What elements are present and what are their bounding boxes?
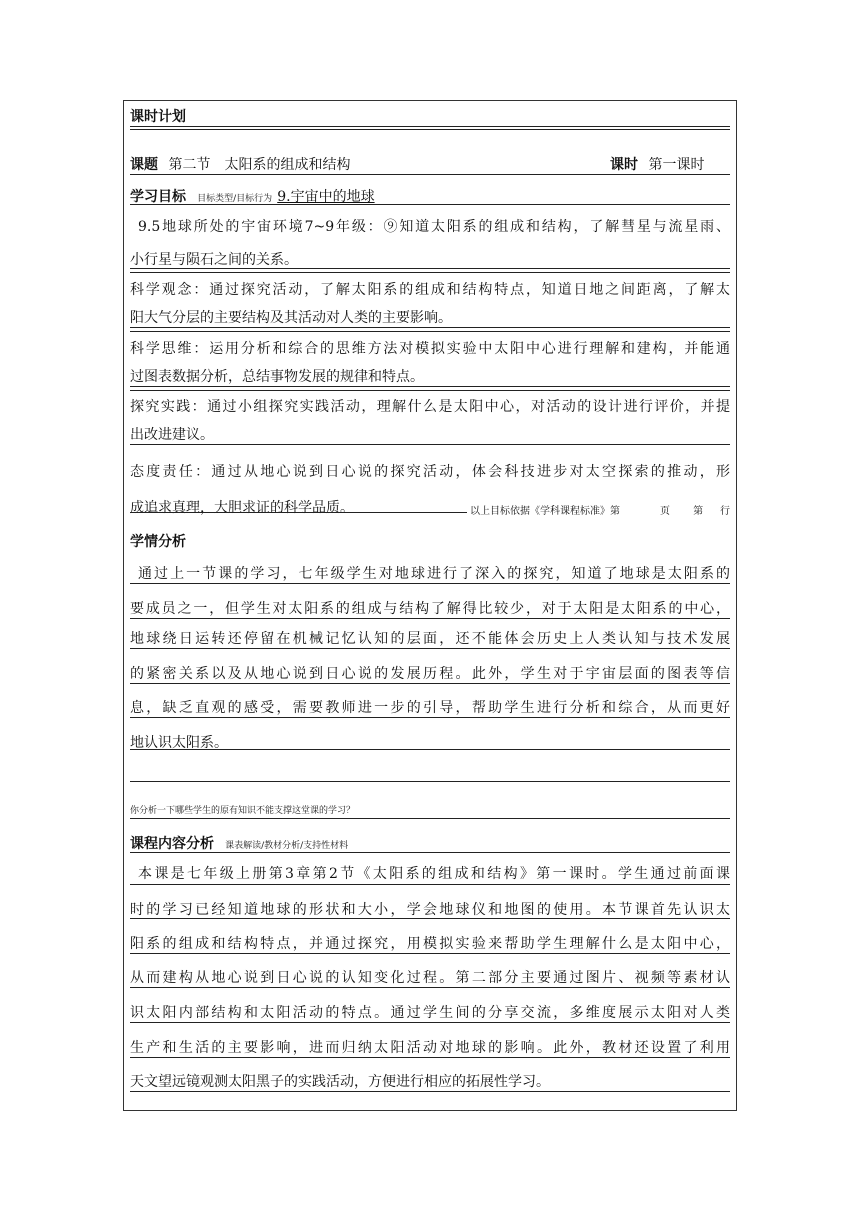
content-line: 天文望远镜观测太阳黑子的实践活动，方便进行相应的拓展性学习。 xyxy=(130,1074,550,1090)
divider xyxy=(130,953,730,954)
divider xyxy=(130,1022,730,1023)
learner-line: 息，缺乏直观的感受，需要教师进一步的引导，帮助学生进行分析和综合，从而更好 xyxy=(130,700,730,716)
divider xyxy=(130,818,730,819)
content-line: 生产和生活的主要影响，进而归纳太阳活动对地球的影响。此外，教材还设置了利用 xyxy=(130,1040,730,1056)
page-title: 课时计划 xyxy=(130,109,186,125)
standard-line: 小行星与陨石之间的关系。 xyxy=(130,252,298,268)
divider xyxy=(130,717,730,718)
learner-heading: 学情分析 xyxy=(130,534,186,550)
content-line: 阳系的组成和结构特点，并通过探究，用模拟实验来帮助学生理解什么是太阳中心， xyxy=(130,936,730,952)
learner-line: 通过上一节课的学习，七年级学生对地球进行了深入的探究，知道了地球是太阳系的 xyxy=(138,566,730,582)
content-line: 本课是七年级上册第3章第2节《太阳系的组成和结构》第一课时。学生通过前面课 xyxy=(138,866,730,882)
concept-line: 阳大气分层的主要结构及其活动对人类的主要影响。 xyxy=(130,310,452,326)
divider xyxy=(130,618,730,619)
objectives-sub-label: 目标类型/目标行为 xyxy=(197,194,273,204)
attitude-line: 态度责任：通过从地心说到日心说的探究活动，体会科技进步对太空探索的推动，形 xyxy=(130,464,730,480)
divider xyxy=(130,331,730,332)
standard-line: 9.5地球所处的宇宙环境7~9年级：⑨知道太阳系的组成和结构，了解彗星与流星雨、 xyxy=(138,219,730,235)
objectives-heading: 学习目标 xyxy=(130,189,186,205)
practice-line: 探究实践：通过小组探究实践活动，理解什么是太阳中心，对活动的设计进行评价，并提 xyxy=(130,399,730,415)
period-label: 课时 xyxy=(610,157,638,173)
divider xyxy=(130,683,730,684)
divider xyxy=(130,129,730,130)
topic-row xyxy=(130,154,350,174)
topic-value: 第二节 太阳系的组成和结构 xyxy=(168,157,351,173)
divider xyxy=(130,1057,730,1058)
concept-line: 科学观念：通过探究活动，了解太阳系的组成和结构特点，知道日地之间距离，了解太 xyxy=(130,282,730,298)
content-line: 从而建构从地心说到日心说的认知变化过程。第二部分主要通过图片、视频等素材认 xyxy=(130,970,730,986)
divider xyxy=(130,749,730,750)
divider xyxy=(130,390,730,391)
content-line: 时的学习已经知道地球的形状和大小，学会地球仪和地图的使用。本节课首先认识太 xyxy=(130,902,730,918)
divider xyxy=(130,918,730,919)
objectives-heading-row xyxy=(130,186,375,206)
divider xyxy=(130,174,730,175)
source-line-label: 行 xyxy=(720,506,730,517)
divider xyxy=(130,444,730,445)
period-value: 第一课时 xyxy=(648,157,705,173)
practice-line: 出改进建议。 xyxy=(130,427,214,443)
source-note: 以上目标依据《学科课程标准》第 xyxy=(470,506,620,517)
content-line: 识太阳内部结构和太阳活动的特点。通过学生间的分享交流，多维度展示太阳对人类 xyxy=(130,1005,730,1021)
learner-line: 要成员之一，但学生对太阳系的组成与结构了解得比较少，对于太阳是太阳系的中心， xyxy=(130,601,730,617)
source-page-label: 页 第 xyxy=(660,506,704,517)
divider xyxy=(130,781,730,782)
topic-label: 课题 xyxy=(130,157,158,173)
content-heading-row xyxy=(130,833,348,853)
divider xyxy=(130,884,730,885)
divider xyxy=(130,126,730,127)
learner-line: 的紧密关系以及从地心说到日心说的发展历程。此外，学生对于宇宙层面的图表等信 xyxy=(130,666,730,682)
divider xyxy=(130,272,730,273)
divider xyxy=(130,268,730,269)
divider xyxy=(130,1091,730,1092)
divider xyxy=(130,204,730,205)
thinking-line: 过图表数据分析，总结事物发展的规律和特点。 xyxy=(130,369,424,385)
objectives-unit: 9.宇宙中的地球 xyxy=(277,189,375,205)
learner-line: 地认识太阳系。 xyxy=(130,735,228,751)
divider xyxy=(130,512,467,513)
content-heading: 课程内容分析 xyxy=(130,836,214,852)
divider xyxy=(130,852,730,853)
learner-line: 地球绕日运转还停留在机械记忆认知的层面，还不能体会历史上人类认知与技术发展 xyxy=(130,631,730,647)
content-sub-label: 课表解读/教材分析/支持性材料 xyxy=(225,841,349,851)
learner-prompt: 你分析一下哪些学生的原有知识不能支撑这堂课的学习？ xyxy=(130,806,356,816)
divider xyxy=(130,386,730,387)
divider xyxy=(130,327,730,328)
thinking-line: 科学思维：运用分析和综合的思维方法对模拟实验中太阳中心进行理解和建构，并能通 xyxy=(130,341,730,357)
divider xyxy=(130,648,730,649)
divider xyxy=(130,987,730,988)
divider xyxy=(130,583,730,584)
attitude-line: 成追求真理，大胆求证的科学品质。 xyxy=(130,500,354,516)
period-row xyxy=(610,154,704,174)
